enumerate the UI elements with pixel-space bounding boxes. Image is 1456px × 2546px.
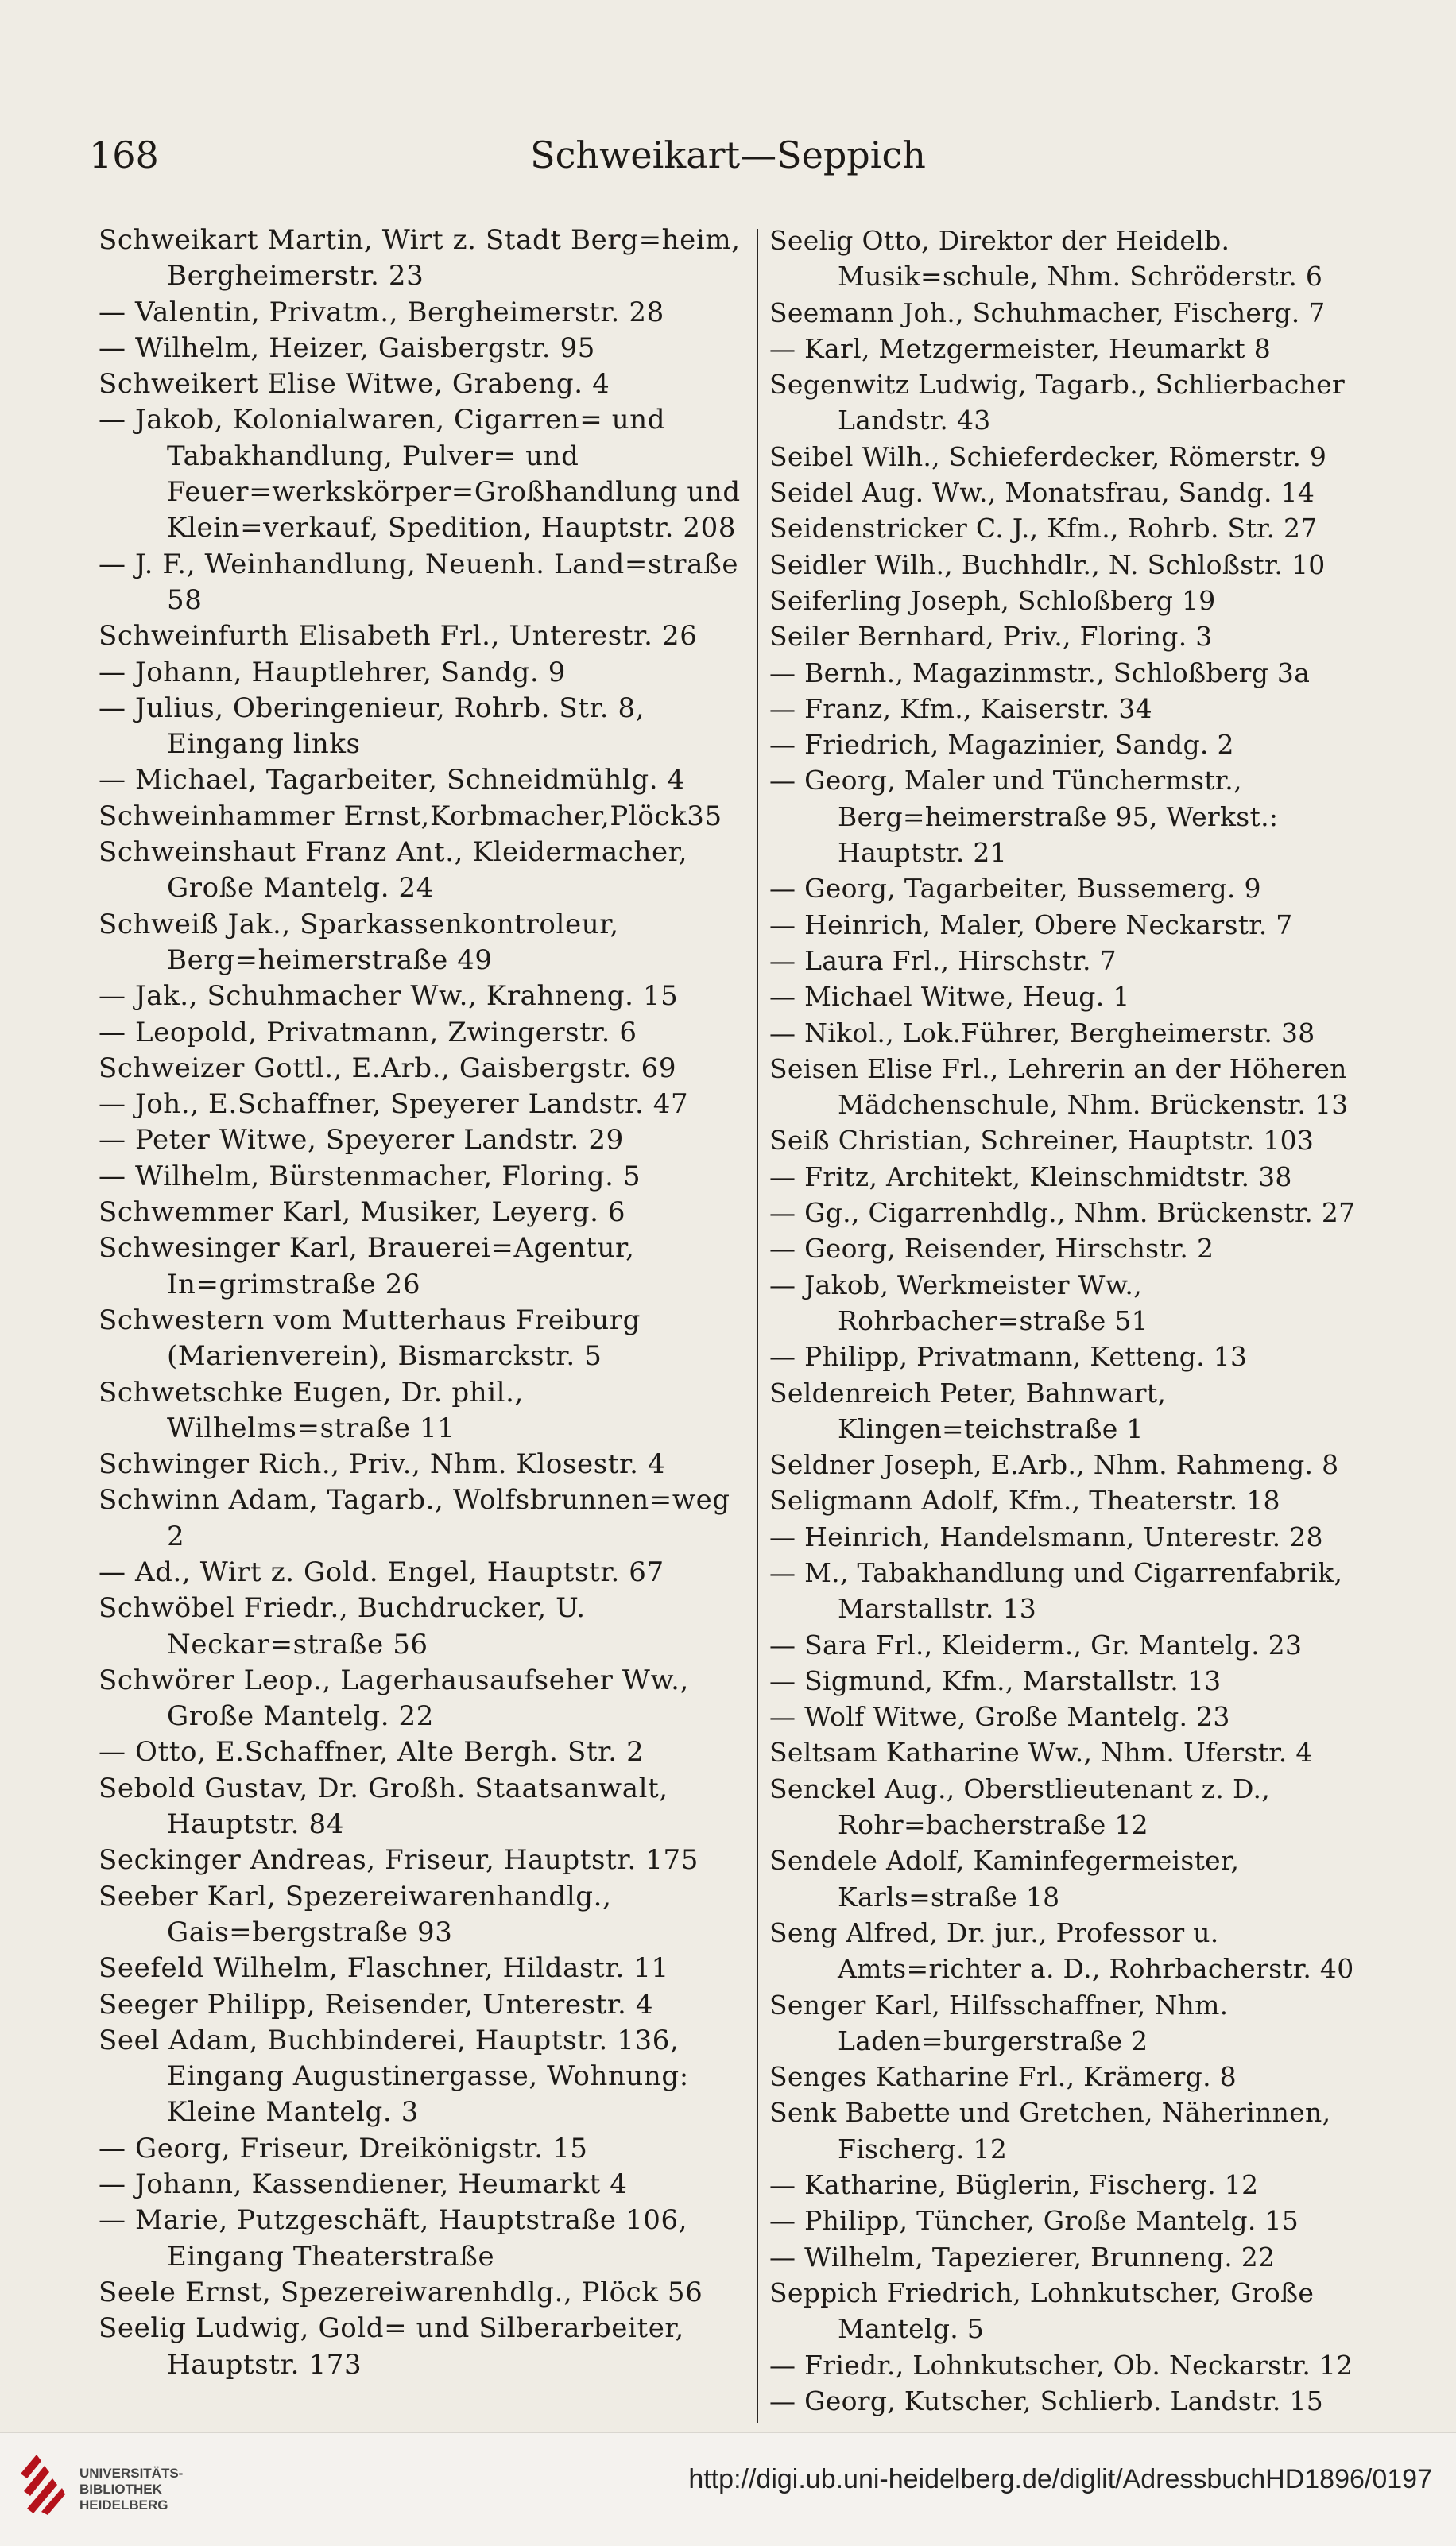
directory-entry: Seibel Wilh., Schieferdecker, Römerstr. 9 — [769, 440, 1327, 472]
directory-entry: — Katharine, Büglerin, Fischerg. 12 — [769, 2169, 1259, 2201]
directory-entry: — Wilhelm, Heizer, Gaisbergstr. 95 — [99, 331, 596, 364]
directory-entry: — Friedrich, Magazinier, Sandg. 2 — [769, 729, 1234, 761]
directory-entry: — Gg., Cigarrenhdlg., Nhm. Brückenstr. 27 — [769, 1197, 1356, 1229]
directory-entry: Seppich Friedrich, Lohnkutscher, Große Mantelg. 5 — [769, 2277, 1315, 2345]
directory-entry: Seng Alfred, Dr. jur., Professor u. Amts=richter a. D., Rohrbacherstr. 40 — [769, 1916, 1354, 1985]
directory-entry: — Marie, Putzgeschäft, Hauptstraße 106, Eingang Theaterstraße — [99, 2204, 688, 2273]
directory-entry: — Georg, Reisender, Hirschstr. 2 — [769, 1233, 1214, 1265]
library-name — [79, 2466, 183, 2513]
directory-entry: Schwetschke Eugen, Dr. phil., Wilhelms=straße 11 — [99, 1376, 524, 1444]
directory-entry: Seldenreich Peter, Bahnwart, Klingen=teichstraße 1 — [769, 1377, 1167, 1444]
running-title: Schweikart—Seppich — [530, 134, 926, 176]
directory-entry: Schweizer Gottl., E.Arb., Gaisbergstr. 69 — [99, 1052, 677, 1084]
directory-entry: — Georg, Maler und Tünchermstr., Berg=heimerstraße 95, Werkst.: Hauptstr. 21 — [769, 765, 1279, 869]
directory-entry: — Karl, Metzgermeister, Heumarkt 8 — [769, 332, 1271, 364]
directory-entry: Schweiß Jak., Sparkassenkontroleur, Berg=heimerstraße 49 — [99, 908, 619, 976]
directory-entry: — J. F., Weinhandlung, Neuenh. Land=straße 58 — [99, 548, 739, 616]
directory-entry: — Jakob, Werkmeister Ww., Rohrbacher=straße 51 — [769, 1269, 1148, 1336]
directory-entry: — Jak., Schuhmacher Ww., Krahneng. 15 — [99, 980, 679, 1013]
directory-entry: Sebold Gustav, Dr. Großh. Staatsanwalt, Hauptstr. 84 — [99, 1772, 668, 1841]
directory-entry: — Sigmund, Kfm., Marstallstr. 13 — [769, 1664, 1222, 1696]
directory-entry: — Heinrich, Handelsmann, Unterestr. 28 — [769, 1521, 1323, 1552]
left-column — [99, 223, 746, 2383]
column-divider — [757, 229, 758, 2423]
directory-entry: Seldner Joseph, E.Arb., Nhm. Rahmeng. 8 — [769, 1449, 1339, 1481]
library-name-line: UNIVERSITÄTS- — [79, 2466, 184, 2481]
directory-entry: — M., Tabakhandlung und Cigarrenfabrik, Marstallstr. 13 — [769, 1556, 1343, 1625]
directory-entry: Seisen Elise Frl., Lehrerin an der Höheren Mädchenschule, Nhm. Brückenstr. 13 — [769, 1052, 1349, 1121]
directory-entry: — Johann, Kassendiener, Heumarkt 4 — [99, 2168, 628, 2201]
directory-entry: — Leopold, Privatmann, Zwingerstr. 6 — [99, 1016, 637, 1048]
directory-entry: Seel Adam, Buchbinderei, Hauptstr. 136, Eingang Augustinergasse, Wohnung: Kleine Mantelg. 3 — [99, 2024, 689, 2129]
directory-entry: Seiferling Joseph, Schloßberg 19 — [769, 584, 1216, 616]
directory-entry: — Bernh., Magazinmstr., Schloßberg 3a — [769, 657, 1311, 688]
library-name-line: BIBLIOTHEK — [79, 2482, 162, 2497]
directory-entry: — Peter Witwe, Speyerer Landstr. 29 — [99, 1124, 624, 1157]
directory-entry: Seelig Otto, Direktor der Heidelb. Musik=schule, Nhm. Schröderstr. 6 — [769, 225, 1323, 293]
directory-entry: Seidenstricker C. J., Kfm., Rohrb. Str. 27 — [769, 513, 1318, 544]
directory-entry: — Heinrich, Maler, Obere Neckarstr. 7 — [769, 909, 1293, 940]
source-url[interactable]: http://digi.ub.uni-heidelberg.de/diglit/AdressbuchHD1896/0197 — [688, 2464, 1432, 2494]
directory-entry: — Julius, Oberingenieur, Rohrb. Str. 8, Eingang links — [99, 692, 645, 761]
directory-entry: — Valentin, Privatm., Bergheimerstr. 28 — [99, 296, 664, 328]
directory-entry: Schwemmer Karl, Musiker, Leyerg. 6 — [99, 1196, 626, 1229]
directory-entry: Schweikert Elise Witwe, Grabeng. 4 — [99, 368, 610, 401]
directory-entry: — Johann, Hauptlehrer, Sandg. 9 — [99, 656, 566, 688]
directory-entry: Seiler Bernhard, Priv., Floring. 3 — [769, 621, 1213, 653]
directory-entry: Seelig Ludwig, Gold= und Silberarbeiter, Hauptstr. 173 — [99, 2312, 684, 2381]
directory-entry: Senckel Aug., Oberstlieutenant z. D., Rohr=bacherstraße 12 — [769, 1773, 1271, 1841]
directory-entry: Schwinger Rich., Priv., Nhm. Klosestr. 4 — [99, 1448, 666, 1481]
directory-entry: — Joh., E.Schaffner, Speyerer Landstr. 47 — [99, 1088, 689, 1121]
directory-entry: — Michael, Tagarbeiter, Schneidmühlg. 4 — [99, 764, 685, 796]
directory-entry: Seeger Philipp, Reisender, Unterestr. 4 — [99, 1988, 654, 2021]
footer-bar — [0, 2432, 1456, 2546]
directory-entry: — Georg, Tagarbeiter, Bussemerg. 9 — [769, 873, 1261, 905]
directory-entry: Schwinn Adam, Tagarb., Wolfsbrunnen=weg 2 — [99, 1484, 730, 1552]
directory-entry: — Friedr., Lohnkutscher, Ob. Neckarstr. 12 — [769, 2349, 1353, 2381]
directory-entry: Sendele Adolf, Kaminfegermeister, Karls=straße 18 — [769, 1845, 1240, 1912]
directory-entry: Schwörer Leop., Lagerhausaufseher Ww., Große Mantelg. 22 — [99, 1664, 689, 1733]
directory-entry: — Philipp, Privatmann, Ketteng. 13 — [769, 1341, 1248, 1373]
directory-entry: Seidler Wilh., Buchhdlr., N. Schloßstr. 10 — [769, 548, 1326, 580]
directory-entry: — Sara Frl., Kleiderm., Gr. Mantelg. 23 — [769, 1629, 1303, 1661]
directory-entry: Senger Karl, Hilfsschaffner, Nhm. Laden=burgerstraße 2 — [769, 1989, 1229, 2056]
directory-entry: Seligmann Adolf, Kfm., Theaterstr. 18 — [769, 1485, 1280, 1517]
directory-entry: Seele Ernst, Spezereiwarenhdlg., Plöck 56 — [99, 2276, 703, 2308]
library-name-line: HEIDELBERG — [79, 2498, 168, 2513]
directory-entry: Seidel Aug. Ww., Monatsfrau, Sandg. 14 — [769, 477, 1315, 509]
directory-entry: Senk Babette und Gretchen, Näherinnen, Fischerg. 12 — [769, 2097, 1331, 2164]
directory-entry: Schwöbel Friedr., Buchdrucker, U. Neckar=straße 56 — [99, 1592, 586, 1661]
directory-entry: Schweinhammer Ernst,Korbmacher,Plöck35 — [99, 800, 722, 832]
directory-entry: Schweinfurth Elisabeth Frl., Unterestr. 26 — [99, 620, 698, 653]
directory-entry: — Ad., Wirt z. Gold. Engel, Hauptstr. 67 — [99, 1556, 664, 1588]
page-number: 168 — [89, 134, 159, 176]
directory-entry: Seemann Joh., Schuhmacher, Fischerg. 7 — [769, 296, 1326, 328]
directory-entry: — Georg, Friseur, Dreikönigstr. 15 — [99, 2132, 588, 2164]
directory-entry: Segenwitz Ludwig, Tagarb., Schlierbacher Landstr. 43 — [769, 369, 1346, 436]
directory-entry: — Jakob, Kolonialwaren, Cigarren= und Tabakhandlung, Pulver= und Feuer=werkskörper=Großhandlung und Klein=verkauf, Spedition, Hauptstr. 208 — [99, 404, 741, 544]
right-column — [769, 223, 1405, 2419]
directory-entry: Senges Katharine Frl., Krämerg. 8 — [769, 2061, 1237, 2093]
footer-rule — [0, 2432, 1456, 2433]
directory-entry: — Michael Witwe, Heug. 1 — [769, 981, 1130, 1013]
directory-entry: — Fritz, Architekt, Kleinschmidtstr. 38 — [769, 1161, 1292, 1192]
directory-entry: Schwestern vom Mutterhaus Freiburg (Marienverein), Bismarckstr. 5 — [99, 1304, 641, 1373]
directory-entry: Schweinshaut Franz Ant., Kleidermacher, Große Mantelg. 24 — [99, 836, 688, 905]
ub-heidelberg-logo-icon — [17, 2450, 68, 2517]
directory-entry: Seefeld Wilhelm, Flaschner, Hildastr. 11 — [99, 1952, 669, 1985]
directory-entry: — Wolf Witwe, Große Mantelg. 23 — [769, 1701, 1230, 1733]
directory-entry: Seeber Karl, Spezereiwarenhandlg., Gais=bergstraße 93 — [99, 1880, 612, 1948]
directory-entry: Schweikart Martin, Wirt z. Stadt Berg=heim, Bergheimerstr. 23 — [99, 224, 741, 293]
directory-entry: — Franz, Kfm., Kaiserstr. 34 — [769, 692, 1152, 724]
directory-entry: — Nikol., Lok.Führer, Bergheimerstr. 38 — [769, 1017, 1315, 1048]
directory-entry: — Georg, Kutscher, Schlierb. Landstr. 15 — [769, 2385, 1324, 2416]
directory-entry: — Otto, E.Schaffner, Alte Bergh. Str. 2 — [99, 1736, 645, 1769]
directory-entry: Schwesinger Karl, Brauerei=Agentur, In=grimstraße 26 — [99, 1232, 635, 1300]
directory-entry: — Philipp, Tüncher, Große Mantelg. 15 — [769, 2205, 1299, 2237]
directory-entry: — Wilhelm, Bürstenmacher, Floring. 5 — [99, 1160, 641, 1192]
directory-entry: Seckinger Andreas, Friseur, Hauptstr. 175 — [99, 1844, 699, 1877]
directory-entry: Seltsam Katharine Ww., Nhm. Uferstr. 4 — [769, 1737, 1313, 1769]
directory-entry: — Laura Frl., Hirschstr. 7 — [769, 944, 1117, 976]
directory-entry: Seiß Christian, Schreiner, Hauptstr. 103 — [769, 1125, 1315, 1157]
directory-entry: — Wilhelm, Tapezierer, Brunneng. 22 — [769, 2241, 1276, 2273]
